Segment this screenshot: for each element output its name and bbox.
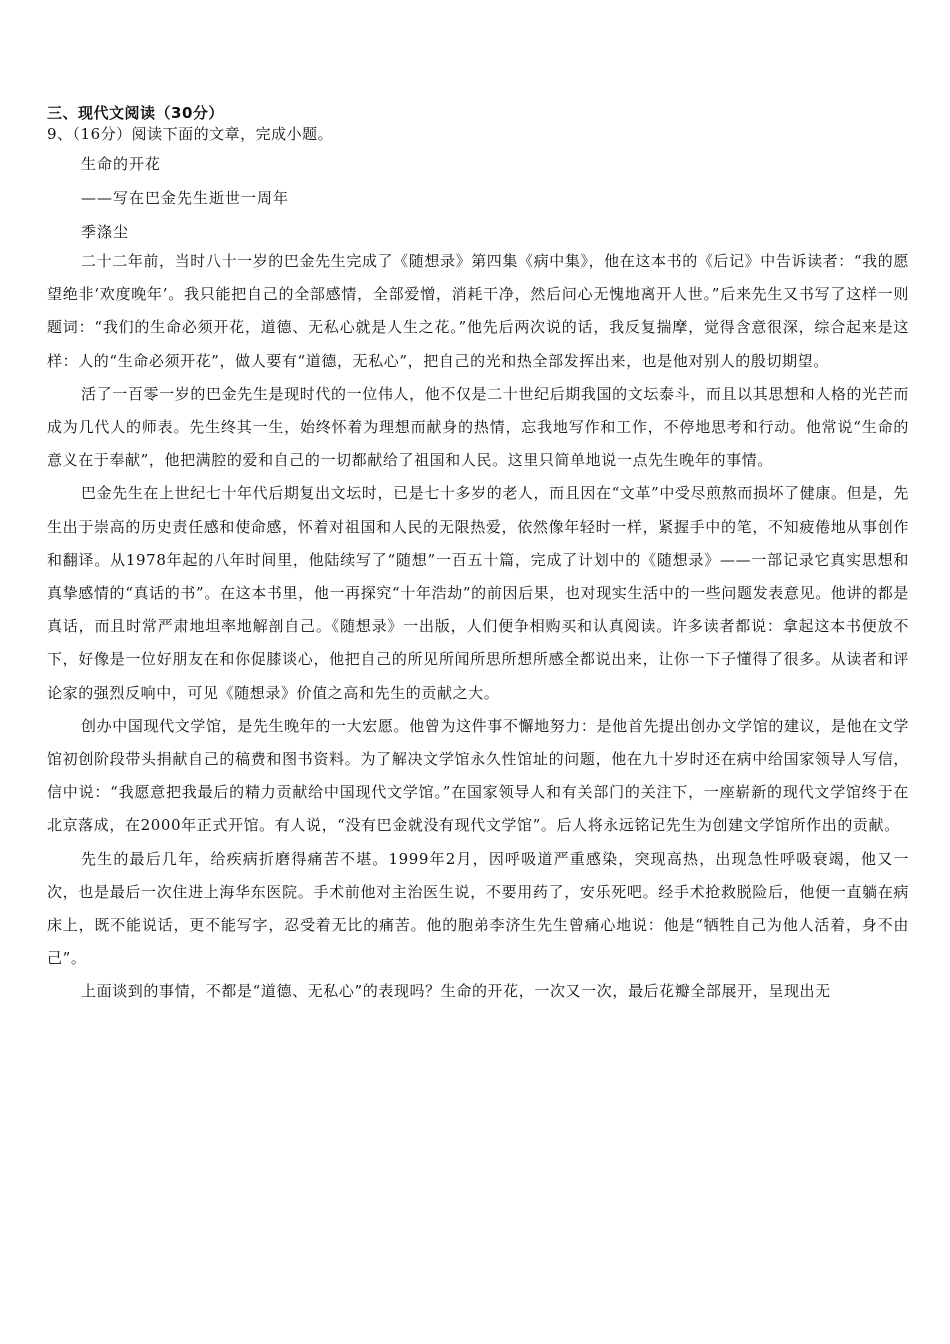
- paragraph: 活了一百零一岁的巴金先生是现时代的一位伟人，他不仅是二十世纪后期我国的文坛泰斗，而且以其思想和人格的光芒而成为几代人的师表。先生终其一生，始终怀着为理想而献身的热情，忘我地写作和工作，不停地思考和行动。他常说“生命的意义在于奉献”，他把满腔的爱和自己的一切都献给了祖国和人民。这里只简单地说一点先生晚年的事情。: [47, 384, 909, 470]
- article-title: 生命的开花: [81, 155, 162, 173]
- paragraph: 上面谈到的事情，不都是“道德、无私心”的表现吗？生命的开花，一次又一次，最后花瓣全部展开，呈现出无: [81, 982, 831, 1001]
- paragraph: 巴金先生在上世纪七十年代后期复出文坛时，已是七十多岁的老人，而且因在“文革”中受尽煎熬而损坏了健康。但是，先生出于崇高的历史责任感和使命感，怀着对祖国和人民的无限热爱，依然像年轻时一样，紧握手中的笔，不知疲倦地从事创作和翻译。从1978年起的八年时间里，他陆续写了“随想”一百五十篇，完成了计划中的《随想录》——一部记录它真实思想和真挚感情的“真话的书”。在这本书里，他一再探究“十年浩劫”的前因后果，也对现实生活中的一些问题发表意见。他讲的都是真话，而且时常严肃地坦率地解剖自己。《随想录》一出版，人们便争相购买和认真阅读。许多读者都说：拿起这本书便放不下，好像是一位好朋友在和你促膝谈心，他把自己的所见所闻所思所想所感全都说出来，让你一下子懂得了很多。从读者和评论家的强烈反响中，可见《随想录》价值之高和先生的贡献之大。: [47, 484, 909, 702]
- paragraph: 先生的最后几年，给疾病折磨得痛苦不堪。1999年2月，因呼吸道严重感染，突现高热，出现急性呼吸衰竭，他又一次，也是最后一次住进上海华东医院。手术前他对主治医生说，不要用药了，安乐死吧。经手术抢救脱险后，他便一直躺在病床上，既不能说话，更不能写字，忍受着无比的痛苦。他的胞弟李济生先生曾痛心地说：他是“牺牲自己为他人活着，身不由己”。: [47, 849, 909, 968]
- section-heading: 三、现代文阅读（30分）: [47, 104, 224, 122]
- paragraph: 二十二年前，当时八十一岁的巴金先生完成了《随想录》第四集《病中集》，他在这本书的《后记》中告诉读者：“我的愿望绝非‘欢度晚年’。我只能把自己的全部感情，全部爱憎，消耗干净，然后问心无愧地离开人世。”后来先生又书写了这样一则题词：“我们的生命必须开花，道德、无私心就是人生之花。”他先后两次说的话，我反复揣摩，觉得含意很深，综合起来是这样：人的“生命必须开花”，做人要有“道德，无私心”，把自己的光和热全部发挥出来，也是他对别人的殷切期望。: [47, 252, 909, 370]
- article-subtitle: ——写在巴金先生逝世一周年: [81, 189, 290, 207]
- question-prompt: 9、（16分）阅读下面的文章，完成小题。: [47, 125, 334, 143]
- paragraph: 创办中国现代文学馆，是先生晚年的一大宏愿。他曾为这件事不懈地努力：是他首先提出创办文学馆的建议，是他在文学馆初创阶段带头捐献自己的稿费和图书资料。为了解决文学馆永久性馆址的问题，他在九十岁时还在病中给国家领导人写信，信中说：“我愿意把我最后的精力贡献给中国现代文学馆。”在国家领导人和有关部门的关注下，一座崭新的现代文学馆终于在北京落成，在2000年正式开馆。有人说，“没有巴金就没有现代文学馆”。后人将永远铭记先生为创建文学馆所作出的贡献。: [47, 716, 909, 835]
- article-author: 季涤尘: [81, 223, 130, 241]
- document-content: [47, 103, 909, 1009]
